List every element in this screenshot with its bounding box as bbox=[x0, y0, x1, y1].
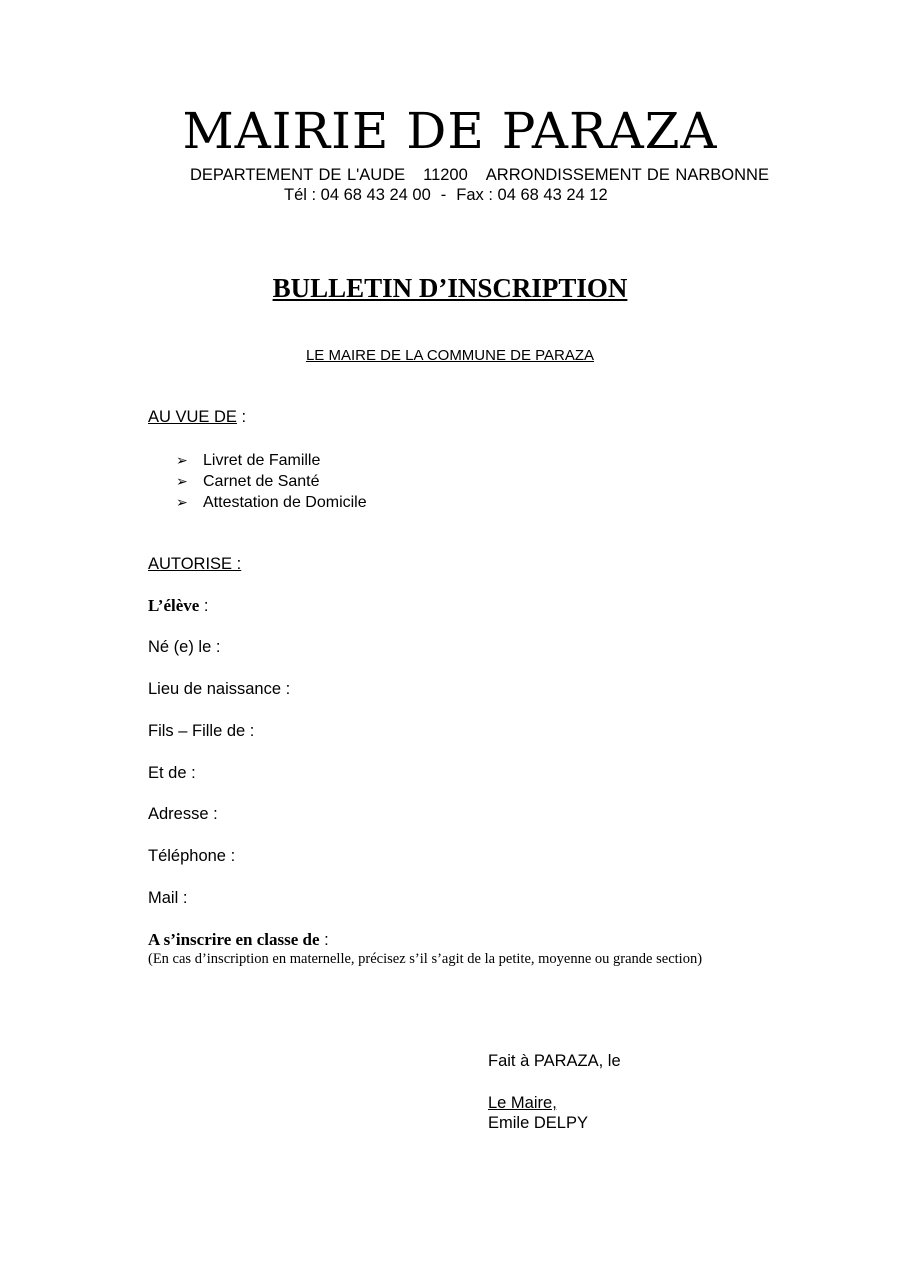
contact-line bbox=[284, 186, 608, 205]
list-item bbox=[176, 471, 367, 492]
address-field: Adresse : bbox=[148, 805, 218, 823]
birth-place-field: Lieu de naissance : bbox=[148, 680, 291, 698]
form-title: BULLETIN D’INSCRIPTION bbox=[272, 273, 628, 303]
class-label: A s’inscrire en classe de bbox=[148, 930, 320, 949]
document-label: Attestation de Domicile bbox=[203, 494, 367, 511]
postal-code: 11200 bbox=[423, 166, 468, 184]
arrondissement-name: ARRONDISSEMENT DE NARBONNE bbox=[485, 166, 769, 184]
au-vue-de-heading bbox=[148, 408, 246, 427]
mail-field: Mail : bbox=[148, 889, 188, 907]
document-label: Livret de Famille bbox=[203, 452, 321, 469]
eleve-colon: : bbox=[199, 597, 209, 615]
arrow-bullet-icon: ➢ bbox=[176, 494, 188, 510]
contact-separator: - bbox=[440, 186, 447, 204]
issuer-line: LE MAIRE DE LA COMMUNE DE PARAZA bbox=[305, 347, 595, 364]
class-note: (En cas d’inscription en maternelle, précisez s’il s’agit de la petite, moyenne ou grande section) bbox=[148, 951, 703, 967]
required-documents-list bbox=[176, 450, 367, 513]
au-vue-de-label: AU VUE DE bbox=[148, 408, 237, 426]
eleve-label: L’élève bbox=[148, 596, 200, 615]
list-item bbox=[176, 450, 367, 471]
birth-date-field: Né (e) le : bbox=[148, 638, 221, 656]
page-title: MAIRIE DE PARAZA bbox=[182, 102, 718, 160]
fax-number: Fax : 04 68 43 24 12 bbox=[456, 186, 608, 204]
parent-one-field: Fils – Fille de : bbox=[148, 722, 255, 740]
eleve-field bbox=[148, 596, 208, 616]
phone-number: Tél : 04 68 43 24 00 bbox=[284, 186, 431, 204]
class-colon: : bbox=[319, 931, 329, 949]
phone-field: Téléphone : bbox=[148, 847, 236, 865]
signatory-name: Emile DELPY bbox=[488, 1114, 588, 1132]
parent-two-field: Et de : bbox=[148, 764, 196, 782]
signatory-role: Le Maire, bbox=[488, 1094, 557, 1112]
class-field bbox=[148, 930, 329, 950]
list-item bbox=[176, 492, 367, 513]
au-vue-de-colon: : bbox=[236, 408, 247, 426]
arrow-bullet-icon: ➢ bbox=[176, 452, 188, 468]
department-line bbox=[190, 166, 769, 185]
arrow-bullet-icon: ➢ bbox=[176, 473, 188, 489]
document-label: Carnet de Santé bbox=[203, 473, 320, 490]
autorise-heading: AUTORISE : bbox=[148, 555, 242, 573]
place-date-line: Fait à PARAZA, le bbox=[488, 1052, 621, 1070]
department-name: DEPARTEMENT DE L'AUDE bbox=[190, 166, 406, 184]
